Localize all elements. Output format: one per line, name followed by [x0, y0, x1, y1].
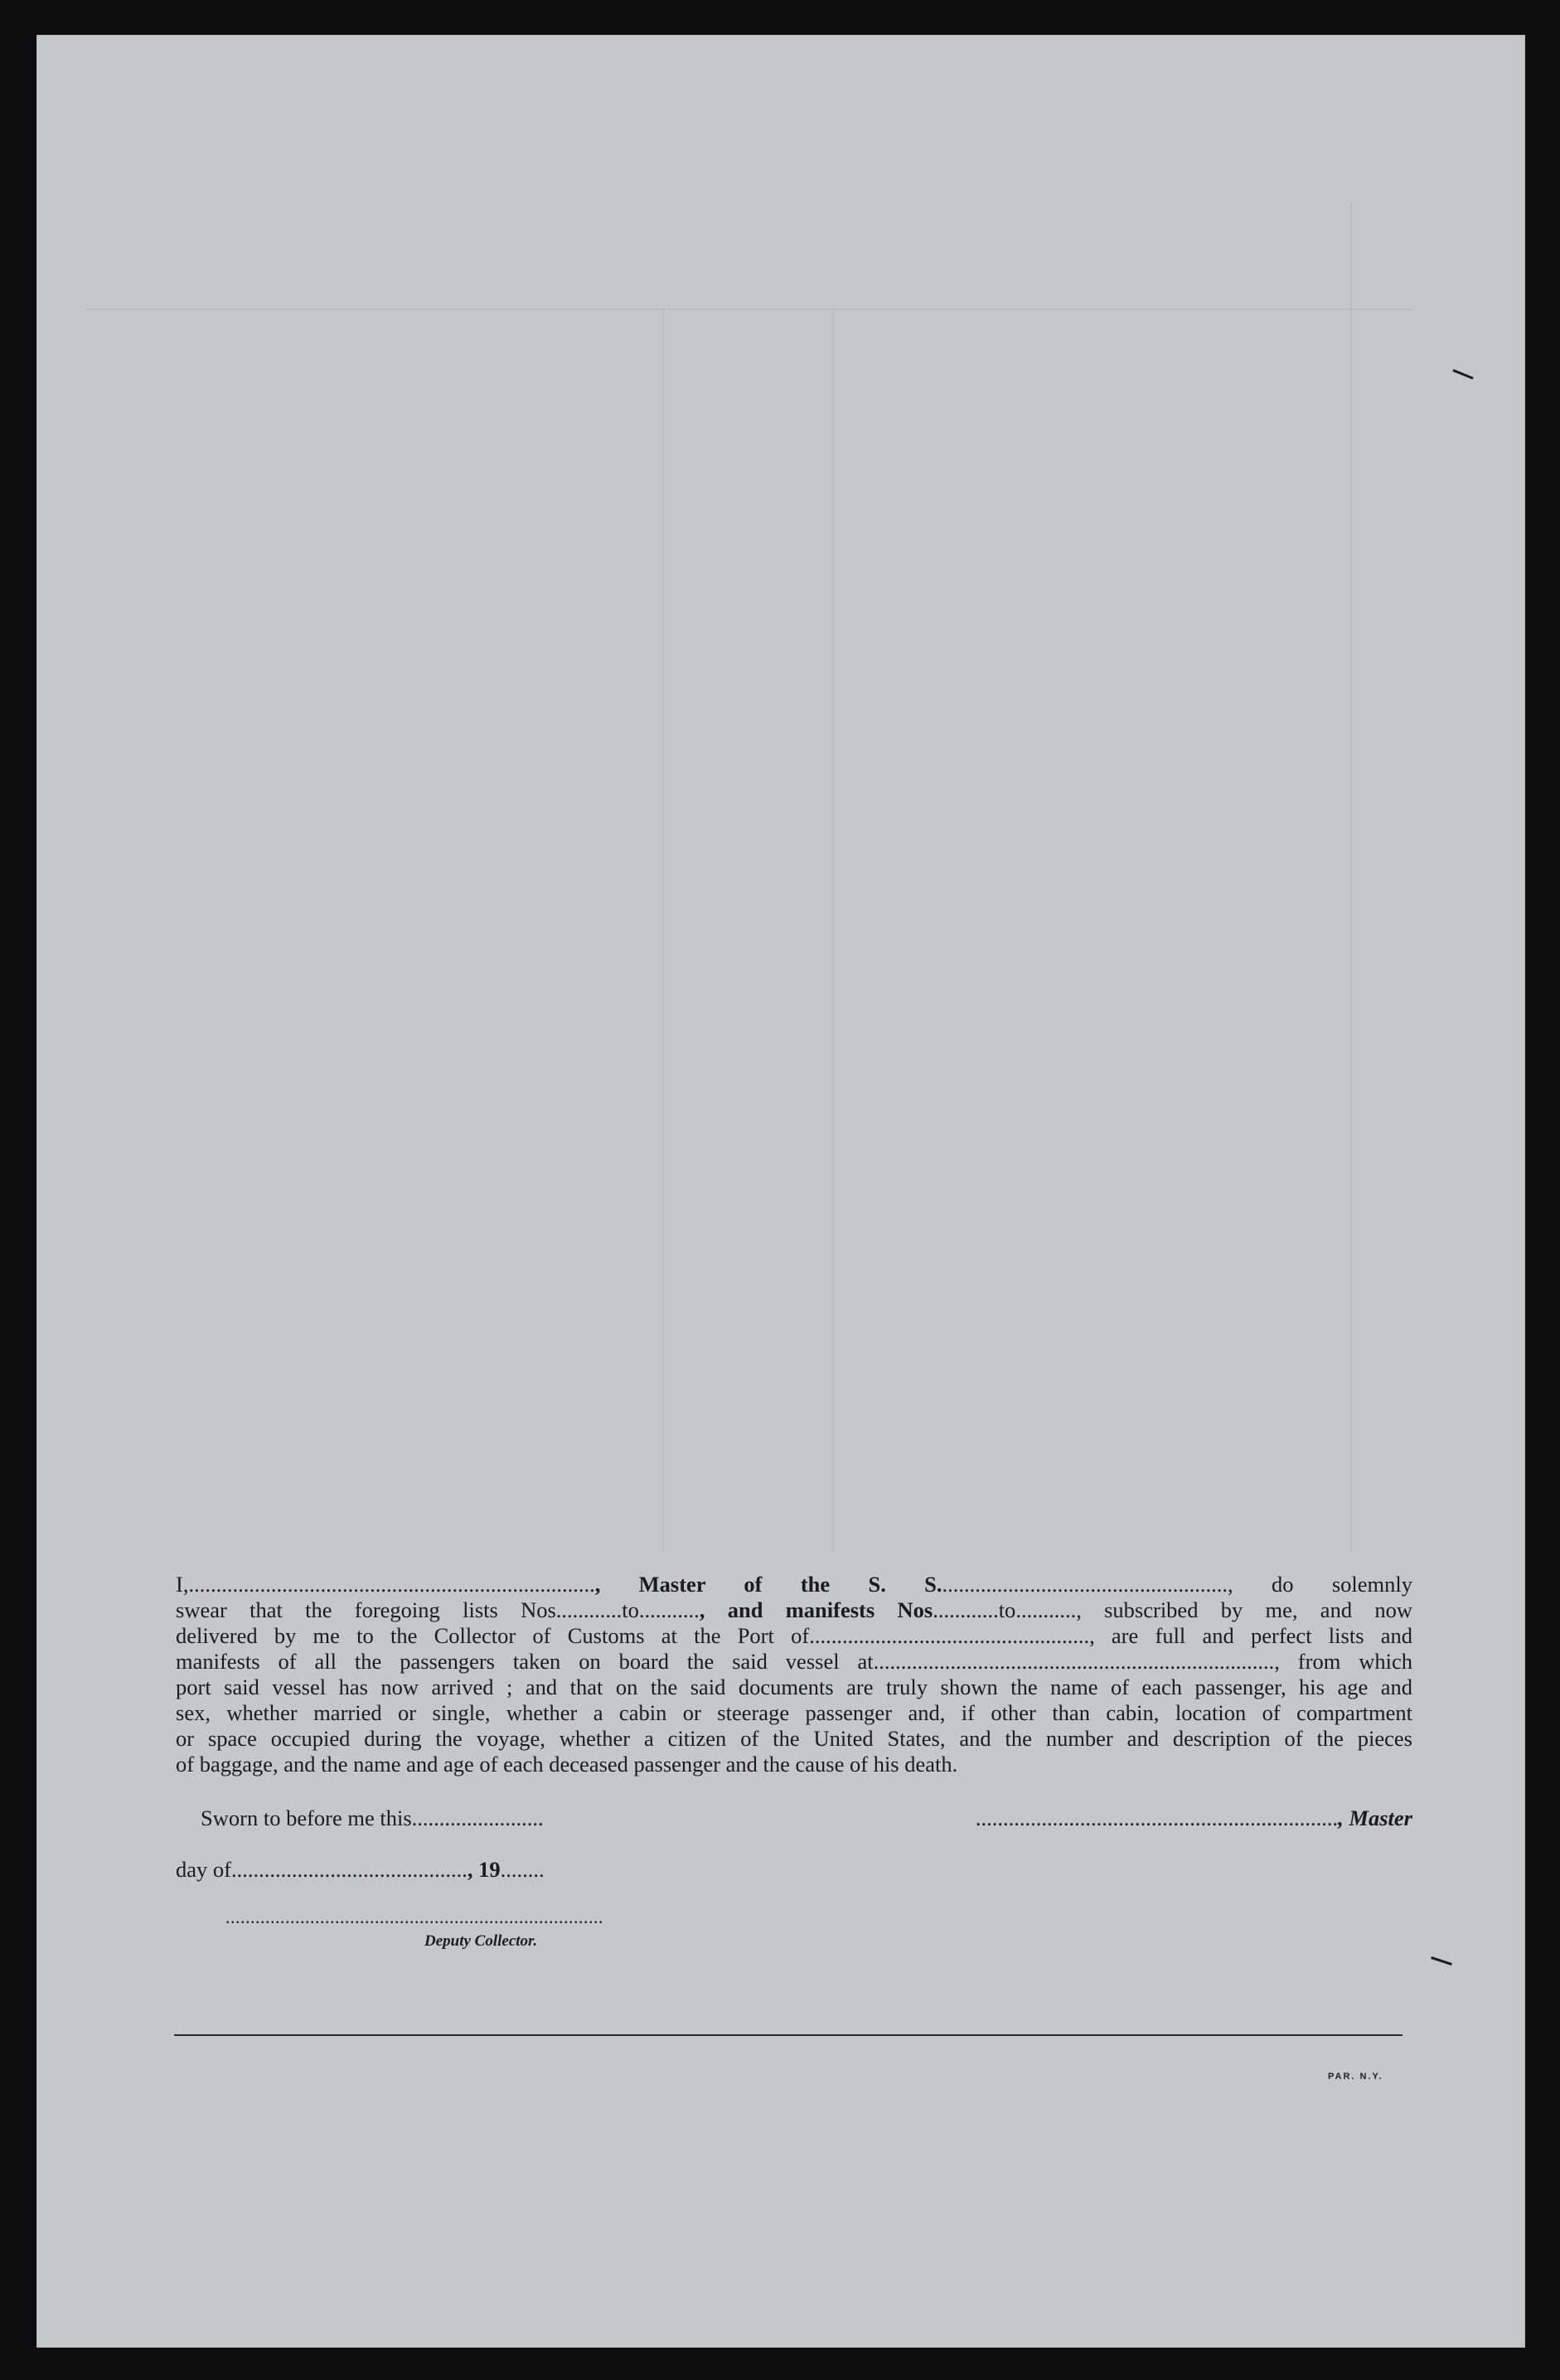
date-row: day of..........................................., 19........ — [176, 1857, 545, 1882]
lists-from-blank[interactable]: ............ — [555, 1597, 623, 1622]
manifests-to-blank[interactable]: ........... — [1015, 1597, 1077, 1622]
oath-line-7: or space occupied during the voyage, whether a citizen of the United States, and the number and description of the pieces — [176, 1726, 1412, 1751]
oath-line-5: port said vessel has now arrived ; and that on the said documents are truly shown the name of each passenger, his age and — [176, 1675, 1412, 1699]
bleed-through-line — [832, 308, 834, 1552]
sworn-day-blank[interactable]: ........................ — [411, 1806, 544, 1830]
master-name-blank[interactable]: .......................................................................... — [188, 1572, 595, 1597]
oath-line-4: manifests of all the passengers taken on board the said vessel at........................................................................., from which — [176, 1649, 1412, 1674]
sworn-statement: Sworn to before me this........................ — [201, 1806, 544, 1830]
port-blank[interactable]: ................................................... — [809, 1623, 1090, 1648]
manifests-from-blank[interactable]: ............ — [933, 1597, 999, 1622]
oath-line-8: of baggage, and the name and age of each deceased passenger and the cause of his death. — [176, 1752, 958, 1777]
master-signature: .................................................................., Master — [975, 1806, 1412, 1830]
bleed-through-line — [1350, 201, 1352, 1552]
embarkation-port-blank[interactable]: ......................................................................... — [873, 1649, 1275, 1674]
horizontal-rule — [174, 2034, 1403, 2036]
oath-line-1: I,.........................................................................., Master of the S. S....................................................., do solemnly — [176, 1572, 1412, 1597]
printer-mark: PAR. N.Y. — [1328, 2072, 1383, 2082]
master-signature-blank[interactable]: .................................................................. — [975, 1806, 1339, 1830]
year-blank[interactable]: ........ — [500, 1857, 545, 1882]
deputy-collector-label: Deputy Collector. — [424, 1932, 538, 1950]
document-page — [36, 35, 1525, 2348]
lists-to-blank[interactable]: ........... — [638, 1597, 700, 1622]
deputy-collector-signature-blank[interactable]: ............................................................................ — [225, 1907, 603, 1927]
bleed-through-line — [662, 308, 664, 1552]
oath-line-6: sex, whether married or single, whether a cabin or steerage passenger and, if other than cabin, location of compartment — [176, 1700, 1412, 1725]
bleed-through-line — [86, 308, 1412, 310]
master-oath-paragraph — [176, 1572, 1412, 1777]
oath-line-3: delivered by me to the Collector of Customs at the Port of..................................................., are full and perfect lists and — [176, 1623, 1412, 1648]
oath-line-2: swear that the foregoing lists Nos............to..........., and manifests Nos............to..........., subscribed by me, and now — [176, 1597, 1412, 1622]
month-blank[interactable]: ........................................... — [230, 1857, 468, 1882]
ship-name-blank[interactable]: .................................................... — [942, 1572, 1228, 1597]
